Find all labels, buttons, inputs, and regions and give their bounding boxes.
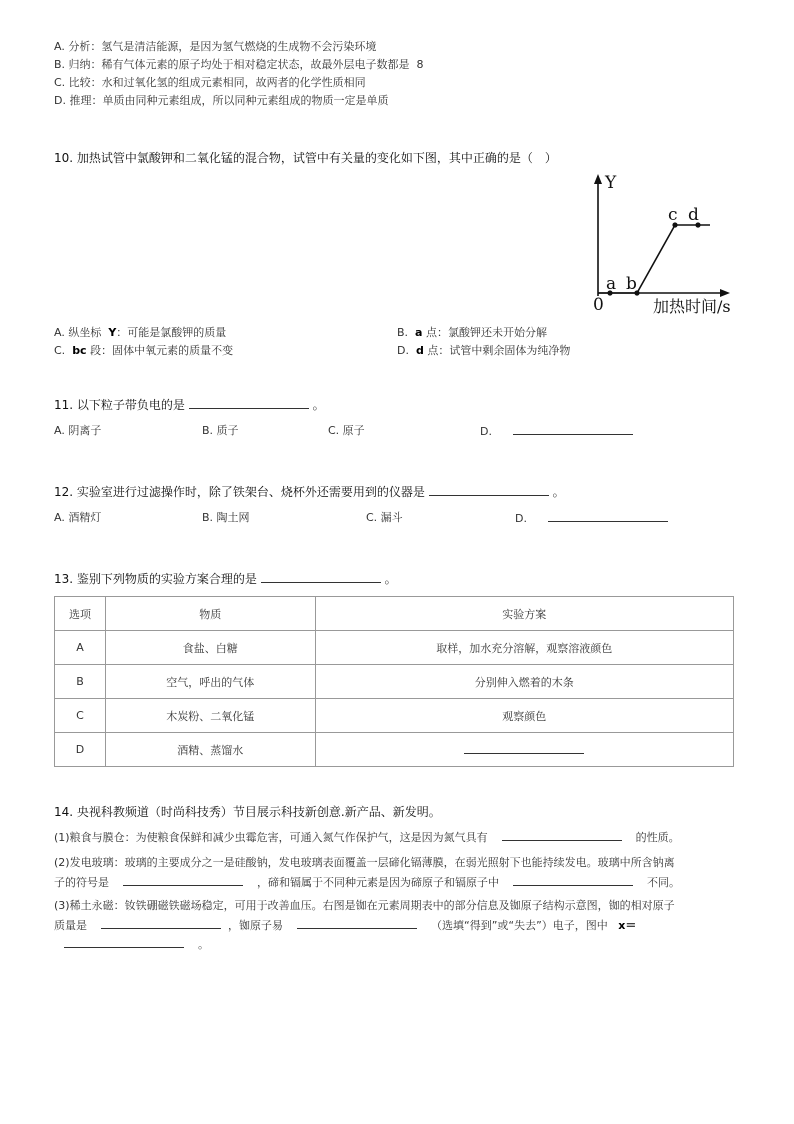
- q9-option-b: [54, 58, 424, 72]
- row-d-option: D: [55, 733, 106, 767]
- q10-option-b-rest: 点：氯酸钾还未开始分解: [425, 326, 547, 339]
- q12-option-d-blank[interactable]: [548, 511, 668, 522]
- q14-part3-blank1[interactable]: [101, 918, 221, 929]
- q14-part2-label: 子的符号是: [54, 876, 109, 889]
- q14-part2-blank1[interactable]: [123, 875, 243, 886]
- table-row: [55, 631, 734, 665]
- q11-stem-text: 11. 以下粒子带负电的是: [54, 398, 185, 412]
- row-c-substance: 木炭粉、二氧化锰: [105, 699, 315, 733]
- table-row: [55, 733, 734, 767]
- table-header-row: [55, 597, 734, 631]
- q14-part3-blank2[interactable]: [297, 918, 417, 929]
- q14-part1-end: 的性质。: [635, 831, 680, 844]
- q13-stem: [54, 572, 397, 587]
- q10-option-a-var: Y: [108, 326, 117, 339]
- row-d-plan: [315, 733, 733, 767]
- q10-option-a-rest: ：可能是氯酸钾的质量: [116, 326, 227, 339]
- q14-part3-line3: [64, 937, 209, 952]
- q13-answer-blank[interactable]: [261, 572, 381, 583]
- q14-part3-end: 。: [198, 938, 209, 951]
- x-label: 加热时间/s: [653, 297, 731, 316]
- a-label: a: [606, 274, 617, 294]
- q9-option-b-text: B. 归纳：稀有气体元素的原子均处于相对稳定状态，故最外层电子数都是: [54, 58, 410, 71]
- y-label: Y: [605, 173, 617, 193]
- q12-option-b: B. 陶土网: [202, 511, 250, 524]
- q14-part2-line1: (2)发电玻璃：玻璃的主要成分之一是硅酸钠，发电玻璃表面覆盖一层碲化镉薄膜，在弱光照射下也能持续发电。玻璃中所含钠离: [54, 856, 675, 869]
- q11-stem-end: 。: [312, 398, 325, 412]
- q10-option-d-rest: 点：试管中剩余固体为纯净物: [427, 344, 571, 357]
- row-d-plan-blank[interactable]: [464, 743, 584, 754]
- q13-table: [54, 596, 734, 767]
- q12-option-d-label: D.: [515, 512, 527, 525]
- q10-option-d-prefix: D.: [397, 344, 409, 357]
- q9-option-d: D. 推理：单质由同种元素组成，所以同种元素组成的物质一定是单质: [54, 94, 389, 107]
- row-a-substance: 食盐、白糖: [105, 631, 315, 665]
- y-axis-arrow: [594, 174, 602, 184]
- header-substance: 物质: [105, 597, 315, 631]
- q12-option-a: A. 酒精灯: [54, 511, 102, 524]
- q14-part1: [54, 830, 680, 845]
- x-axis-arrow: [720, 289, 730, 297]
- q12-option-d: [515, 511, 668, 526]
- q14-part2-end: 不同。: [647, 876, 680, 889]
- q14-part3-label: 质量是: [54, 919, 87, 932]
- q11-option-d-label: D.: [480, 425, 492, 438]
- q12-option-c: C. 漏斗: [366, 511, 403, 524]
- row-b-plan: 分别伸入燃着的木条: [315, 665, 733, 699]
- q12-stem-text: 12. 实验室进行过滤操作时，除了铁架台、烧杯外还需要用到的仪器是: [54, 485, 425, 499]
- q14-part3-blank3[interactable]: [64, 937, 184, 948]
- row-b-option: B: [55, 665, 106, 699]
- row-c-option: C: [55, 699, 106, 733]
- q11-option-d: [480, 424, 633, 439]
- q9-option-b-num: 8: [416, 58, 424, 71]
- header-option: 选项: [55, 597, 106, 631]
- q12-stem-end: 。: [552, 485, 565, 499]
- q14-part3-choice: （选填“得到”或“失去”）电子，图中: [431, 919, 608, 932]
- q11-stem: [54, 398, 325, 413]
- q10-graph: [580, 168, 760, 318]
- q11-answer-blank[interactable]: [189, 398, 309, 409]
- row-c-plan: 观察颜色: [315, 699, 733, 733]
- q10-stem: 10. 加热试管中氯酸钾和二氧化锰的混合物，试管中有关量的变化如下图，其中正确的是（ ）: [54, 151, 557, 165]
- q10-option-c: [54, 344, 233, 358]
- table-row: [55, 699, 734, 733]
- q10-option-c-prefix: C.: [54, 344, 66, 357]
- q14-part2-blank2[interactable]: [513, 875, 633, 886]
- q14-part3-x: x＝: [618, 919, 637, 932]
- row-d-substance: 酒精、蒸馏水: [105, 733, 315, 767]
- q9-option-c: C. 比较：水和过氧化氢的组成元素相同，故两者的化学性质相同: [54, 76, 366, 89]
- row-a-option: A: [55, 631, 106, 665]
- q14-stem: 14. 央视科教频道（时尚科技秀）节目展示科技新创意.新产品、新发明。: [54, 805, 441, 819]
- q13-stem-end: 。: [384, 572, 397, 586]
- q11-option-a: A. 阴离子: [54, 424, 102, 437]
- q12-answer-blank[interactable]: [429, 485, 549, 496]
- q10-option-d-var: d: [415, 344, 424, 357]
- q10-option-b-var: a: [415, 326, 423, 339]
- q11-option-d-blank[interactable]: [513, 424, 633, 435]
- q12-stem: [54, 485, 565, 500]
- q10-option-c-rest: 段：固体中氧元素的质量不变: [90, 344, 234, 357]
- q9-option-a: A. 分析：氢气是清洁能源，是因为氢气燃烧的生成物不会污染环境: [54, 40, 377, 53]
- origin-label: 0: [593, 295, 604, 315]
- table-row: [55, 665, 734, 699]
- q14-part3-line2: [54, 918, 636, 933]
- c-label: c: [668, 205, 678, 225]
- q14-part1-blank[interactable]: [502, 830, 622, 841]
- q14-part3-mid: ，铷原子易: [228, 919, 283, 932]
- q14-part2-mid: ，碲和镉属于不同种元素是因为碲原子和镉原子中: [257, 876, 499, 889]
- row-a-plan: 取样，加水充分溶解，观察溶液颜色: [315, 631, 733, 665]
- q10-option-b-prefix: B.: [397, 326, 409, 339]
- q10-option-b: [397, 326, 547, 340]
- row-b-substance: 空气，呼出的气体: [105, 665, 315, 699]
- q10-option-d: [397, 344, 570, 358]
- q10-option-c-var: bc: [72, 344, 87, 357]
- q14-part1-text: (1)粮食与膜仓：为使粮食保鲜和减少虫霉危害，可通入氮气作保护气，这是因为氮气具有: [54, 831, 488, 844]
- q10-option-a-prefix: A. 纵坐标: [54, 326, 102, 339]
- q11-option-b: B. 质子: [202, 424, 239, 437]
- q14-part3-line1: (3)稀土永磁：钕铁硼磁铁磁场稳定，可用于改善血压。右图是铷在元素周期表中的部分信息及铷原子结构示意图，铷的相对原子: [54, 899, 675, 912]
- q14-part2-line2: [54, 875, 680, 890]
- header-plan: 实验方案: [315, 597, 733, 631]
- b-label: b: [626, 274, 637, 294]
- q11-option-c: C. 原子: [328, 424, 365, 437]
- q10-option-a: [54, 326, 226, 340]
- q13-stem-text: 13. 鉴别下列物质的实验方案合理的是: [54, 572, 257, 586]
- d-label: d: [688, 205, 699, 225]
